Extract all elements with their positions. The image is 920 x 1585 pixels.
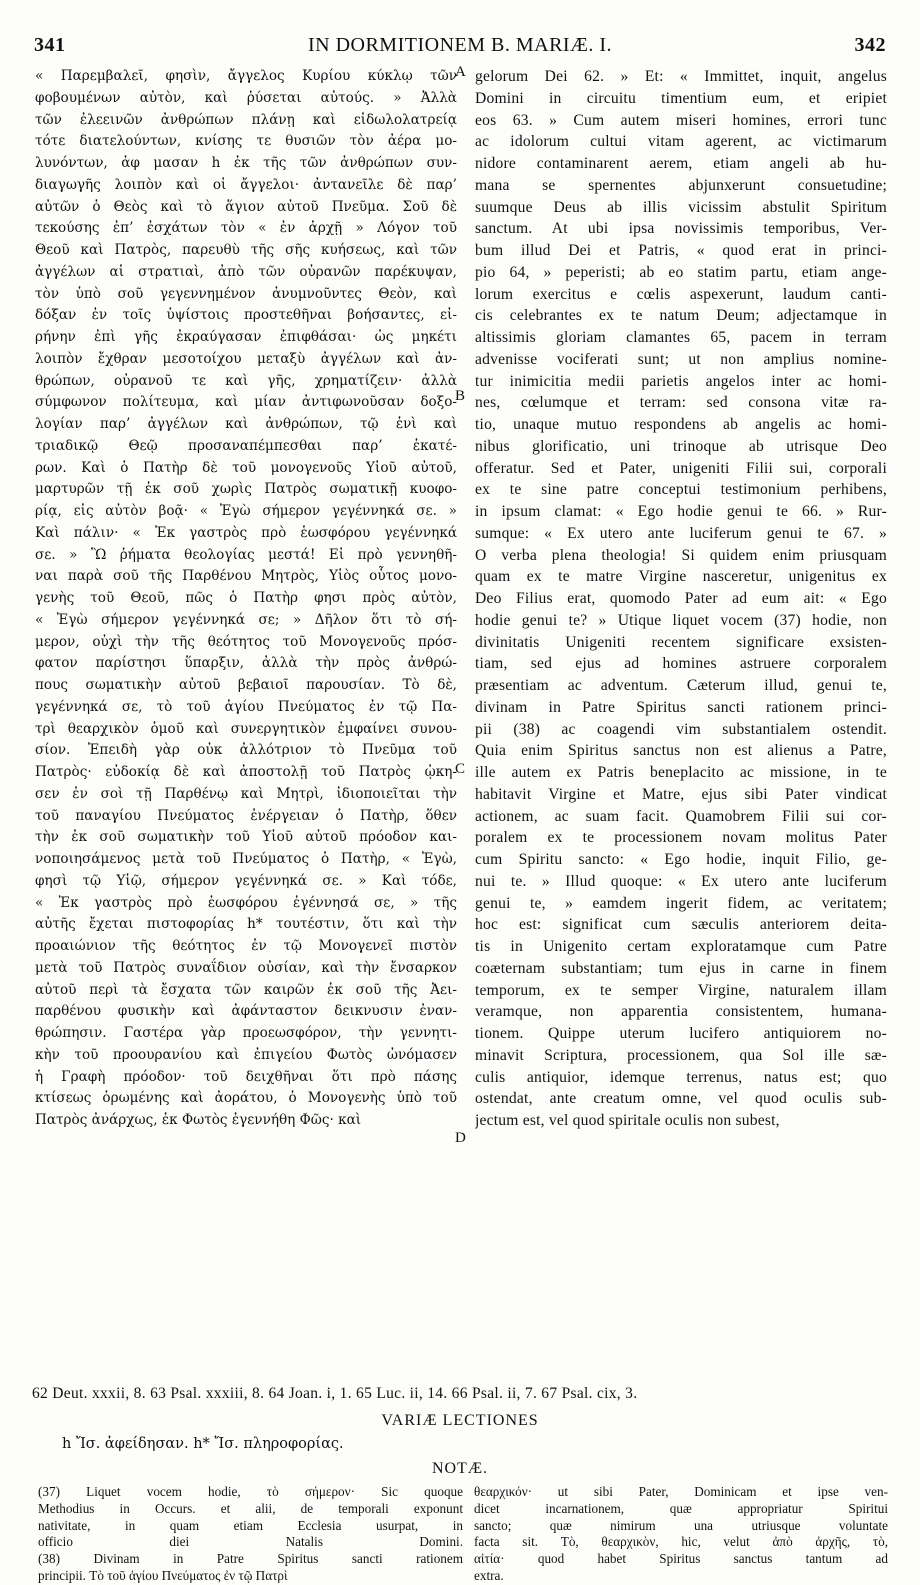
greek-text-line: φοβουμένων αὐτὸν, καὶ ῥύσεται αὐτούς. » Ἀλλὰ [35, 89, 457, 106]
latin-text-line: nibus glorificatio, uni trinoque ab utrisque Deo [475, 437, 887, 455]
latin-text-line: Deo Filius erat, quomodo Pater ad eum ait: « Ego [475, 590, 887, 607]
notes-left-column [38, 1484, 463, 1585]
greek-text-line: τοῦ παναγίου Πνεύματος ἐνέργειαν ὁ Πατὴρ, ὅθεν [35, 807, 457, 824]
latin-text-line: hodie genui te? » Utique liquet vocem (37) hodie, non [475, 611, 887, 629]
latin-text-line: genui te, » eamdem ingerit fidem, ac veritatem; [475, 894, 887, 912]
latin-text-line: eos 63. » Cum autem miseri homines, errori tunc [475, 111, 887, 129]
margin-marker-b: B [455, 388, 466, 404]
greek-text-line: « Ἐκ γαστρὸς πρὸ ἑωσφόρου ἐγέννησά σε, » τῆς [35, 894, 457, 911]
greek-text-line: νοποιησάμενος μετὰ τοῦ Πνεύματος ὁ Πατὴρ, « Ἐγὼ, [35, 851, 457, 867]
note-line: facta sit. Τὸ, θεαρχικὸν, hic, velut ἀπὸ ἀρχῆς, τὸ, [474, 1534, 888, 1550]
greek-text-line: γεγέννηκά σε, τὸ τοῦ ἁγίου Πνεύματος ἐν τῷ Πα- [35, 698, 457, 715]
latin-text-line: ostendat, ante creatum omne, vel quod oculis sub- [475, 1090, 887, 1108]
latin-text-line: temporum, ex te semper Virgine, naturalem illam [475, 981, 887, 999]
greek-text-line: λυνόντων, ἀφ μασαν h ἐκ τῆς τῶν ἀνθρώπων συν- [35, 155, 457, 171]
greek-text-line: θρώπων, οὐρανοῦ τε καὶ γῆς, χρηματίζειν· ἀλλὰ [35, 372, 457, 389]
latin-text-line: tiam, sed ejus ad homines astruere corporalem [475, 655, 887, 673]
greek-text-line: θρώπησιν. Γαστέρα γὰρ προεωσφόρον, τὴν γεννητι- [35, 1025, 457, 1041]
latin-text-line: tio, unaque mutuo respondens ab angelis ac homi- [475, 416, 887, 433]
latin-text-line: hoc est: significat cum sæculis anteriorem deita- [475, 916, 887, 934]
greek-text-line: προαιώνιον τῆς θεότητος ἐν τῷ Μονογενεῖ πιστὸν [35, 938, 457, 954]
greek-text-line: Πατρὸς ἀνάρχως, ἐκ Φωτὸς ἐγεννήθη Φῶς· καὶ [35, 1112, 362, 1128]
latin-text-line: habitavit Virgine et Matre, ejus sibi Pater vindicat [475, 785, 887, 803]
latin-text-line: minavit Scriptura, processionem, qua Sol ille sæ- [475, 1046, 887, 1064]
latin-text-line: advenisse vociferati sunt; ut non amplius nomine- [475, 350, 887, 368]
note-line: nativitate, in quam etiam Ecclesia usurpat, in [38, 1517, 463, 1533]
latin-text-line: sumque: « Ex utero ante luciferum genui te 67. » [475, 524, 887, 542]
greek-text-line: σύμφωνον πολίτευμα, καὶ μίαν ἀντιφωνοῦσαν δοξο- [35, 394, 457, 411]
notae-heading: NOTÆ. [431, 1460, 489, 1477]
page-title: IN DORMITIONEM B. MARIÆ. I. [307, 34, 613, 56]
latin-text-line: nui te. » Illud quoque: « Ex utero ante luciferum [475, 872, 887, 890]
greek-text-line: ναι παρὰ σοῦ τῆς Παρθένου Μητρὸς, Υἱὸς οὗτος μονο- [35, 568, 457, 585]
greek-text-line: φατον παρίστησι ὕπαρξιν, ἀλλὰ τὴν πρὸς ἀνθρώ- [35, 655, 457, 672]
latin-text-line: ex te sine patre conceptui testimonium perhibens, [475, 481, 887, 499]
latin-text-line: mana se spernentes abjunxerunt consuetudine; [475, 176, 887, 194]
latin-text-line: jectum est, vel quod spiritale oculis non subest, [475, 1112, 780, 1129]
note-line: (38) Divinam in Patre Spiritus sancti rationem [38, 1551, 463, 1567]
latin-text-line: ac idolorum cultui vitam agerent, ac victimarum [475, 133, 887, 151]
latin-text-line: pii (38) ac coagendi vim substantialem ostendit. [475, 720, 887, 738]
latin-text-line: sanctum. At ubi ipsa novissimis temporibus, Ver- [475, 220, 887, 238]
greek-text-line: Θεοῦ καὶ Πατρὸς, παρευθὺ τῆς σῆς κυήσεως, καὶ τῶν [35, 242, 457, 258]
greek-text-line: κτίσεως ὁρωμένης καὶ ἀοράτου, ὁ Μονογενὴς ὑπὸ τοῦ [35, 1090, 457, 1107]
greek-text-line: αὐτῶν ὁ Θεὸς καὶ τὸ ἅγιον αὐτοῦ Πνεῦμα. Σοῦ δὲ [35, 198, 457, 215]
page-number-left: 341 [34, 34, 66, 56]
notes-right-column [474, 1484, 888, 1585]
greek-text-line: γενὴς τοῦ Θεοῦ, πῶς ὁ Πατὴρ φησι πρὸς αὐτὸν, [35, 590, 457, 606]
latin-text-line: Quia enim Spiritus sanctus non est alienus a Patre, [475, 742, 887, 760]
latin-text-line: offeratur. Sed et Pater, unigeniti Filii sui, corporali [475, 459, 887, 477]
greek-text-line: τὴν ἐκ σοῦ σωματικὴν τοῦ Υἱοῦ αὐτοῦ πρόοδον και- [35, 829, 457, 846]
latin-text-line: veramque, non apparentia consistentem, humana- [475, 1003, 887, 1021]
margin-marker-d: D [455, 1130, 466, 1146]
latin-text-line: tur inimicitia medii parietis angelos inter ac homi- [475, 372, 887, 390]
greek-text-line: ρήνην ἐπὶ γῆς ἐκραύγασαν ἐπιφθάσαι· ὡς μηκέτι [35, 329, 457, 345]
latin-text-line: lorum exercitus e cœlis aspexerunt, laudum canti- [475, 285, 887, 303]
note-line: θεαρχικόν· ut sibi Pater, Dominicam et ipse ven- [474, 1484, 888, 1499]
latin-text-line: altissimis gloriam clamantes 65, pacem in terram [475, 329, 887, 346]
greek-text-line: μαρτυρῶν τῇ ἐκ σοῦ χωρὶς Πατρὸς σωματικῇ κυοφο- [35, 481, 457, 498]
margin-marker-c: C [455, 761, 466, 777]
latin-text-line: bum illud Dei et Patris, « quod erat in princi- [475, 242, 887, 259]
note-line: extra. [474, 1567, 504, 1583]
greek-text-line: μερον, οὐχὶ τὴν τῆς θεότητος τοῦ Μονογενοῦς πρόσ- [35, 633, 457, 650]
greek-text-line: δόξαν ἐν τοῖς ὑψίστοις προστεθῆναι βοήσαντες, εἰ- [35, 307, 457, 324]
latin-text-line: tionem. Quippe uterum lucifero antiquiorem no- [475, 1025, 887, 1042]
greek-text-line: μετὰ τοῦ Πατρὸς συναΐδιον οὐσίαν, καὶ τὴν ἔνσαρκον [35, 959, 457, 976]
greek-text-line: τεκούσης ἐπ’ ἐσχάτων τὸν « ἐν ἀρχῇ » Λόγον τοῦ [35, 220, 457, 237]
latin-text-line: nidore contaminarent aerem, etiam angeli ab hu- [475, 155, 887, 172]
latin-text-line: in ipsum clamat: « Ego hodie genui te 66. » Rur- [475, 503, 887, 520]
greek-text-line: λογίαν παρ’ ἀγγέλων καὶ ἀνθρώπων, τῷ ἑνὶ καὶ [35, 416, 457, 432]
greek-text-line: παρθένου φυσικὴν καὶ ἀφάνταστον δεικνυσιν ἐναν- [35, 1003, 457, 1020]
note-line: principii. Τὸ τοῦ ἁγίου Πνεύματος ἐν τῷ Πατρὶ [38, 1567, 288, 1583]
greek-text-line: « Παρεμβαλεῖ, φησὶν, ἄγγελος Κυρίου κύκλῳ τῶν [35, 68, 457, 84]
latin-text-line: cis celebrantes ex te natum Deum; adjectamque in [475, 307, 887, 325]
latin-text-line: O verba plena theologia! Si quidem enim priusquam [475, 546, 887, 564]
note-line: dicet incarnationem, quæ appropriatur Spiritui [474, 1500, 888, 1516]
greek-text-line: Καὶ πάλιν· « Ἐκ γαστρὸς πρὸ ἑωσφόρου γεγέννηκά [35, 524, 457, 541]
greek-text-line: λοιπὸν ἔχθραν μεσοτοίχου μεταξὺ ἀγγέλων καὶ ἀν- [35, 350, 457, 367]
latin-text-line: tis in Unigenito certam exploratamque cum Patre [475, 938, 887, 955]
greek-text-line: τῶν ἐλεεινῶν ἀνθρώπων πλάνῃ καὶ εἰδωλολατρείᾳ [35, 111, 457, 128]
greek-text-line: σε. » Ὢ ῥήματα θεολογίας μεστά! Εἰ πρὸ γεννηθῆ- [35, 546, 457, 563]
greek-text-line: Πατρὸς· εὐδοκίᾳ δὲ καὶ ἀποστολῇ τοῦ Πατρὸς ᾠκη- [35, 764, 457, 780]
greek-text-line: ἡ Γραφὴ πρόοδον· τοῦ δειχθῆναι ὅτι πρὸ πάσης [35, 1068, 457, 1085]
greek-text-line: « Ἐγὼ σήμερον γεγέννηκά σε; » Δῆλον ὅτι τὸ σή- [35, 611, 457, 628]
note-line: sancto; quæ nimirum una utriusque voluntate [474, 1517, 888, 1533]
greek-text-line: σίον. Ἐπειδὴ γὰρ οὐκ ἀλλότριον τὸ Πνεῦμα τοῦ [35, 742, 457, 759]
latin-text-line: actionem, ac suam facit. Quamobrem Filii sui cor- [475, 807, 887, 825]
latin-text-line: Domini in circuitu timentium eum, et eripiet [475, 89, 887, 107]
greek-text-line: ρίᾳ, εἰς αὐτὸν βοᾷ· « Ἐγὼ σήμερον γεγέννηκά σε. » [35, 503, 457, 519]
latin-text-line: culis antiquior, idemque terrenus, natus est; quo [475, 1068, 887, 1086]
latin-text-line: suumque Deus ab illis vicissim abstulit Spiritum [475, 198, 887, 216]
greek-text-line: αὐτῆς ἔχεται πιστοφορίας h* τουτέστιν, ὅτι καὶ τὴν [35, 916, 457, 933]
latin-text-line: poralem ex te processionem novam molitus Pater [475, 829, 887, 847]
variae-lectiones-heading: VARIÆ LECTIONES [381, 1412, 539, 1429]
greek-text-line: σεν ἐν σοὶ τῇ Παρθένῳ καὶ Μητρὶ, ἰδιοποιεῖται τὴν [35, 785, 457, 802]
greek-text-column [35, 66, 457, 1132]
latin-text-line: ille autem ex Patris beneplacito ac missione, in te [475, 764, 887, 781]
greek-text-line: διαγωγῆς λοιπὸν καὶ οἱ ἄγγελοι· ἀντανεῖλε δὲ παρ’ [35, 176, 457, 193]
greek-text-line: τότε διατελούντων, κνίσης τε θυσιῶν τὸν ἀέρα μο- [35, 133, 457, 150]
latin-text-line: coæternam substantiam; tum ejus in carne in finem [475, 959, 887, 977]
latin-text-line: præsentiam ac adventum. Cæterum illud, genui te, [475, 677, 887, 694]
note-line: officio diei Natalis Domini. [38, 1534, 463, 1550]
greek-text-line: αὐτοῦ περὶ τὰ ἔσχατα τῶν καιρῶν ἐκ σοῦ τῆς Ἀει- [35, 981, 457, 998]
greek-text-line: τρὶ θεαρχικὸν ὁμοῦ καὶ συνεργητικὸν ἐμφαίνει συνου- [35, 720, 457, 737]
running-head [34, 34, 886, 60]
greek-text-line: πους σωματικὴν αὐτοῦ βεβαιοῖ παρουσίαν. Τὸ δὲ, [35, 677, 457, 693]
greek-text-line: κὴν τοῦ προουρανίου καὶ ἐπιγείου Φωτὸς ὠνόμασεν [35, 1046, 457, 1063]
latin-text-line: gelorum Dei 62. » Et: « Immittet, inquit, angelus [475, 68, 887, 85]
greek-text-line: φησὶ τῷ Υἱῷ, σήμερον γεγέννηκά σε. » Καὶ τόδε, [35, 872, 457, 889]
latin-text-line: divinam in Patre Spiritus sancti rationem princi- [475, 698, 887, 716]
note-line: (37) Liquet vocem hodie, τὸ σήμερον· Sic quoque [38, 1484, 463, 1499]
latin-text-line: cum Spiritu sancto: « Ego hodie, inquit Filio, ge- [475, 851, 887, 868]
note-line: Methodius in Occurs. et alii, de temporali exponunt [38, 1500, 463, 1516]
note-line: αἰτία· quod habet Spiritus sanctus tantum ad [474, 1551, 888, 1567]
greek-text-line: τριαδικῷ Θεῷ προσαναπέμπεσθαι παρ’ ἑκατέ- [35, 437, 457, 454]
greek-text-line: τὸν ὑπὸ σοῦ γεγεννημένον ἀνυμνοῦντες Θεὸν, καὶ [35, 285, 457, 302]
page-number-right: 342 [854, 34, 886, 56]
greek-text-line: ρων. Καὶ ὁ Πατὴρ δὲ τοῦ μονογενοῦς Υἱοῦ αὐτοῦ, [35, 459, 457, 476]
latin-text-line: pio 64, » peperisti; ab eo statim partu, etiam ange- [475, 263, 887, 281]
variae-lectiones-text: h Ἴσ. ἀφείδησαν. h* Ἴσ. πληροφορίας. [62, 1436, 344, 1452]
scripture-references: 62 Deut. xxxii, 8. 63 Psal. xxxiii, 8. 64 Joan. i, 1. 65 Luc. ii, 14. 66 Psal. ii, 7. 67 Psal. cix, 3. [32, 1385, 638, 1402]
latin-text-column [475, 66, 887, 1132]
greek-text-line: ἀγγέλων αἱ στρατιαὶ, ἀπὸ τῶν οὐρανῶν παρέκυψαν, [35, 263, 457, 280]
latin-text-line: divinitatis Unigeniti recentem significare exsisten- [475, 633, 887, 651]
latin-text-line: quam ex te matre Virgine nasceretur, unigenitus ex [475, 568, 887, 586]
margin-marker-a: A [455, 64, 466, 80]
latin-text-line: nes, cœlumque et terram: sed consona vitæ ra- [475, 394, 887, 412]
